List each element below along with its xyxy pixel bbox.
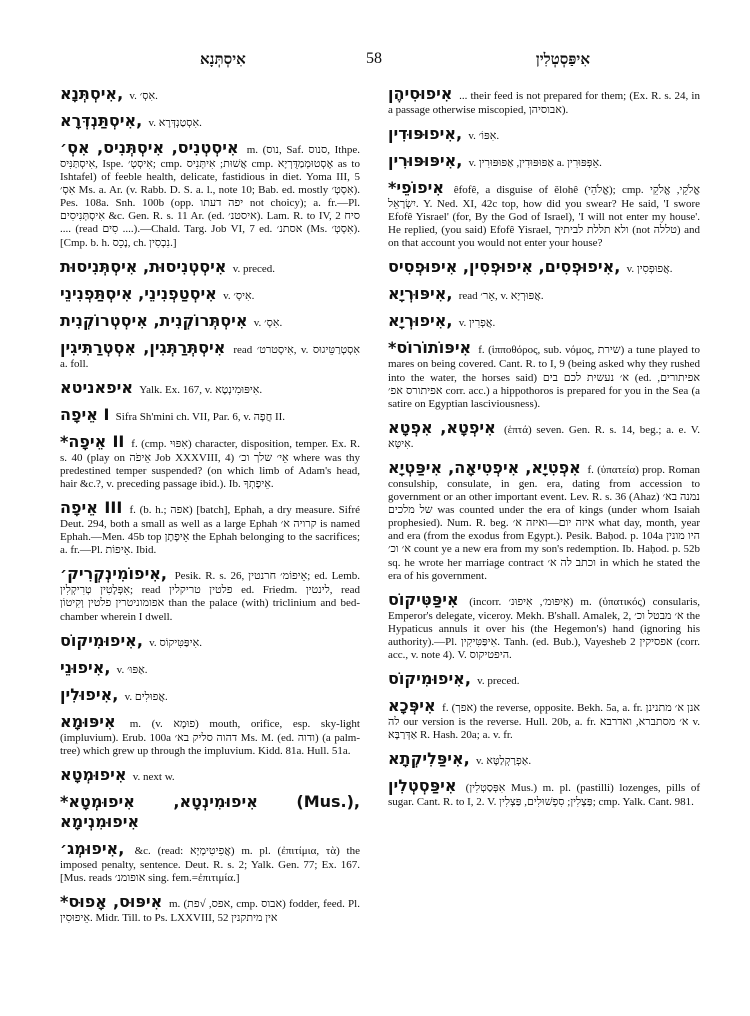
entry-headword: *אֵיפָה II	[60, 431, 125, 451]
dictionary-entry	[388, 178, 700, 250]
entry-definition: (אִפְּסַטְלִין Mus.) m. pl. (pastilli) lozenges, pills of sugar. Cant. R. to I, 2. V. פַּצְלִין; סִפְשׁוּלִים, פַּצְלִין; cmp. Yalk. Cant. 981.	[388, 782, 700, 809]
page-number: 58	[366, 50, 382, 67]
dictionary-entry	[60, 712, 360, 758]
dictionary-entry	[60, 658, 360, 678]
entry-headword: אִיפַּסְטְלִין	[388, 776, 457, 796]
entry-headword: אִיפוּפְסִים, אִיפוּפְסִין, אִיפוּפְסִיס,	[388, 257, 621, 277]
entry-headword: אִיפַּלִיקְתָא,	[388, 749, 470, 769]
running-head-right: אִיפַּסְטְלִין	[535, 50, 590, 68]
entry-headword: אִיפְטָא, אִפְטָא	[388, 417, 496, 437]
entry-headword: אִיסְתַּנְדְּרָא,	[60, 111, 143, 130]
entry-headword: איפאניטא	[60, 377, 134, 397]
dictionary-entry	[388, 311, 700, 331]
entry-headword: אִיפוֹמִינְקְרִיק׳,	[60, 564, 167, 584]
entry-definition: &c. (read: אֲפִיטִימְיָא) m. pl. (ἐπιτίμια, τὰ) the imposed penalty, sentence. Deut. R. s. 2; Yalk. Gen. 77; Ex. 167. [Mus. reads אופומנ׳ sing. fem.=ἐπιτιμία.]	[60, 844, 360, 884]
entry-headword: *אִיפּוֹתוֹרוֹס	[388, 338, 472, 358]
entry-headword: *אִיפּוּס, אָפוּס	[60, 891, 163, 911]
entry-headword: אִיפוּמִיקוֹס,	[60, 630, 143, 650]
entry-definition: v. אַפּוּפּוּדִין, אַפּוּפּוּרִין a. אֵפְּפּוּרִין.	[468, 157, 602, 170]
entry-definition: ... their feed is not prepared for them; (Ex. R. s. 24, in a passage otherwise miscopied, אבוסיהן).	[388, 90, 700, 116]
entry-definition: v. אִסְטַנְדְּרָא.	[148, 117, 202, 129]
entry-headword: אִיפוּנֵי,	[60, 657, 111, 677]
entry-headword: אִיפּוּרְיָא,	[388, 284, 453, 304]
dictionary-entry	[60, 685, 360, 705]
entry-headword: אִיפוּסִיהֶן	[388, 84, 453, 103]
entry-headword: אִיסְתְּרוֹקְנִית, אִיסְטְרוֹקְנִית	[60, 310, 248, 330]
entry-headword: אִיסְתְּרַתְּגִין, אִסְטְרַתִּיגִין	[60, 337, 226, 357]
entry-headword: *אִיפוּמִינְטָא, אִיפוּמְטָא (Mus.), אִיפוּמִנְימָא	[60, 791, 361, 831]
entry-definition: v. אַפְרַקְלַטָּא.	[475, 755, 532, 768]
dictionary-entry	[60, 432, 360, 491]
entry-definition: f. (ὑπατεία) prop. Roman consulship, consulate, in gen. era, dating from accession to government or an other important event. Lev. R. s. 36 (Ahaz) נמנה בא׳ של מלכים was counted under the era of kings (under whom Isaiah prophesied). Num. R. beg. איזה יום—ואיזה א׳ what day, month, year and era (from the exodus from Egypt.). Pesik. Baḥod. p. 104a היו מונין א׳ וכ׳ count ye a new era from my son's redemption. Ib. Haḥod. p. 52b sq. he wrote her marriage contract וכתב לה א׳ in which he stated the era of his government.	[388, 463, 701, 582]
entry-definition: Sifra Sh'mini ch. VII, Par. 6, v. חֲפָה II.	[115, 410, 286, 423]
dictionary-entry	[60, 257, 360, 277]
entry-headword: אֵיפָה I	[60, 404, 110, 424]
entry-definition: v. אֲפוּפְסִין.	[626, 263, 673, 276]
entry-definition: f. (b. h.; אפה) [batch], Ephah, a dry measure. Sifré Deut. 294, both a small as well as a large Ephah קרויה א׳ is named Ephah.—Men. 45b top אֵיפָתָן the Ephah belonging to the sacrifices; a. fr.—Pl. אֵיפוֹת. Ibid.	[60, 504, 360, 557]
entry-headword: אִיסְטְנִיסוּת, אִיסְתְּנִיסוּת	[60, 256, 227, 276]
entry-headword: אִיפּוּמָא	[60, 711, 116, 731]
entry-headword: אִפְטִיָא, אִיפְטִיאָה, אִיפַּטְיָא	[388, 457, 581, 477]
entry-definition: êfofê, a disguise of ĕlohê (אֱלֹהֵי); cmp. אֱלֹקֵי, אֱלֹקֵי יִשְׂרָאֵל. Y. Ned. XI, 42c top, how did you swear? He said, 'I swore Efofê Yisrael' (for, By the God of Israel), 'I will not enter my house'. He replied, (you said) Efofê Yisrael, ולא תללת לביתיך (not טללה) and on that account you would not enter your house?	[388, 184, 700, 250]
entry-definition: f. (ἱπποθόρος, sub. νόμος, שירת) a tune played to mares on being covered. Cant. R. to I, 9 (being asked why they rushed into the water, the horses said) א׳ נעשית לכם בים (ed. אפיתורים, אפיתורס אפ׳ corr. acc.) a hippothoros is prepared for you in the Sea (a satire on Egyptian lasciviousness).	[388, 344, 701, 410]
dictionary-entry	[388, 284, 700, 304]
entry-headword: אִיפוּמִיקוֹס,	[388, 669, 471, 689]
entry-headword: *אִיפוֹפֵי	[388, 178, 444, 198]
entry-definition: f. (cmp. אִפּוּי) character, disposition, temper. Ex. R. s. 40 (play on אֵיפֹה Job XXXVIII, 4) אֵי׳ שלך וכ׳ where was thy predestined temper suspended? (on which limb of Adam's head, hair &c.?, v. preceding passage ibid.). Ib. אֵיפָתְךָ.	[60, 437, 361, 490]
entry-definition: v. אַפּוּ׳.	[116, 663, 148, 676]
dictionary-entry	[60, 792, 360, 832]
dictionary-entry	[60, 84, 360, 104]
entry-headword: אִיפוּמְטָא	[60, 764, 127, 784]
dictionary-entry	[60, 892, 360, 925]
entry-definition: m. (v. פוּמָא) mouth, orifice, esp. sky-light (impluvium). Erub. 100a דהוה סליק בא׳ Ms. M. (ed. ודוה) (a palm-tree) which grew up through the impluvium. Kidd. 81a. Hull. 51a.	[60, 717, 360, 757]
entry-headword: אִיפוּרְיָא,	[388, 311, 453, 331]
entry-definition: Yalk. Ex. 167, v. אִיפּוּמִינְטָא.	[139, 383, 263, 396]
entry-definition: v. אִיסְ׳.	[223, 289, 255, 302]
dictionary-entry	[60, 378, 360, 398]
dictionary-entry	[60, 284, 360, 304]
entry-definition: read אָר׳, v. אֲפּוּרְיָא.	[458, 290, 544, 303]
entry-headword: אִיפּוּפּוּרִין,	[388, 151, 463, 171]
dictionary-entry	[388, 418, 700, 451]
entry-definition: v. אֲפְרִין.	[458, 317, 496, 330]
entry-headword: אִיסְתְּנָא,	[60, 84, 124, 103]
dictionary-entry	[388, 590, 700, 662]
left-column	[60, 84, 360, 932]
dictionary-entry	[388, 84, 700, 117]
dictionary-entry	[60, 111, 360, 131]
dictionary-entry	[388, 257, 700, 277]
dictionary-entry	[388, 749, 700, 769]
entry-definition: f. (אפך) the reverse, opposite. Bekh. 5a, a. fr. אנן א׳ מתנינן לה our version is the reverse. Hull. 20b, a. fr. א׳ מסתברא, ואדרבא v. אַדְּרַבָּא R. Hash. 20a; a. v. fr.	[388, 702, 701, 742]
dictionary-entry	[60, 338, 360, 371]
dictionary-entry	[388, 776, 700, 809]
entry-definition: read אִיסְטרט׳, v. אִסְטְרַטֵּיגוּס a. foll.	[60, 343, 360, 370]
dictionary-entry	[60, 405, 360, 425]
running-head-left: אִיסְתְּנָא	[200, 50, 246, 68]
entry-headword: אִיסְטַפְנִינֵי, אִיסְתַּפְנִינֵי	[60, 283, 217, 303]
entry-headword: אִיפְּכָא	[388, 696, 436, 716]
entry-definition: v. אִיפַּטִּיקוֹס.	[149, 636, 202, 649]
entry-definition: v. אִסְ׳.	[253, 316, 283, 329]
entry-definition: v. אִפּוֹ׳.	[468, 130, 500, 143]
dictionary-entry	[60, 138, 360, 250]
entry-headword: אִיפוּלִין,	[60, 684, 119, 704]
dictionary-entry	[60, 564, 360, 623]
entry-headword: אִיפַּטִּיקוֹס	[388, 589, 459, 609]
dictionary-entry	[388, 338, 700, 410]
entry-headword: אִיפוּמְג׳,	[60, 838, 125, 858]
entry-definition: v. preced.	[477, 675, 520, 688]
right-column	[388, 84, 700, 816]
dictionary-entry	[60, 311, 360, 331]
entry-definition: v. next w.	[132, 770, 175, 783]
dictionary-entry	[388, 124, 700, 144]
entry-definition: v. preced.	[232, 262, 276, 275]
entry-definition: m. (אפס, √פת, cmp. אבוס) fodder, feed. Pl. אֵיפוּסִין. Midr. Till. to Ps. LXXVIII, 52 אין מיתקנין	[60, 897, 360, 924]
entry-definition: m. (נוס, Saf. סנוס, Ithpe. אִיסְתַּנִּיס, Ispe. אִיסְטְ׳; cmp. אֲשׁוּת; אִיתְּנִיס cmp. אֶסְטוּמְמַדֻּרְיָא as to Ishtafel) of feeble health, delicate, fastidious in diet. Yoma III, 5 אִסְ׳ Ms. a. Ar. (v. Rabb. D. S. a. l., note 10; Bab. ed. mostly אִסְטְ׳). Pes. 108a. Snh. 100b (opp. יפה דעתו not choicy); a. fr.—Pl. אִיסְתְּנִיסִים &c. Gen. R. s. 11 Ar. (ed. איסטנ׳). Lam. R. to IV, 2 סיח .... (read סִים ....).—Chald. Targ. Job VI, 7 ed. אסתנ׳ (Ms. אִסְטְ׳). [Cmp. b. h. נָכֵס, ch. נִכְסִין.]	[60, 144, 361, 249]
entry-headword: אִיסְטְנִיס, אִיסְתְּנִיס, אִסְ׳	[60, 138, 239, 157]
entry-definition: v. אִסְ׳.	[129, 90, 158, 102]
entry-definition: (ἑπτά) seven. Gen. R. s. 14, beg.; a. e. V. אִיטְּא.	[388, 423, 701, 450]
dictionary-entry	[388, 696, 700, 742]
entry-headword: אִיפוּפּוּדִין,	[388, 124, 463, 144]
entry-definition: Pesik. R. s. 26, אֵיפוֹמ׳ חרנטין; ed. Lemb. אִפְּלָטִין טְרִיקְלִין; read פלטין טריקלין ed. Friedm. לינטין, read אפומוניטרין פלטין וְקִיטוֹן than the palace (with) triclinium and bed-chamber wherein I dwell.	[60, 570, 361, 623]
dictionary-entry	[388, 151, 700, 171]
dictionary-entry	[388, 458, 700, 583]
entry-headword: אֵיפָה III	[60, 498, 123, 518]
dictionary-entry	[388, 669, 700, 689]
entry-definition: (incorr. אִיפּוּמ׳, אִיפוּנ׳) m. (ὑπατικός) consularis, Emperor's delegate, viceroy. Mekh. B'shall. Amalek, 2, א׳ מבטל וכ׳ the Hypaticus annuls it over his (the Hegemon's) hand (ignoring his authority).—Pl. אִיפַּטִּיקִין. Tanh. (ed. Bub.), Vayesheb 2 אפסיקין (corr. acc., v. note 4). V. היפטיקוס.	[388, 595, 700, 661]
dictionary-entry	[60, 498, 360, 557]
entry-definition: v. אֲפוּלִים.	[124, 690, 168, 703]
dictionary-entry	[60, 631, 360, 651]
dictionary-entry	[60, 839, 360, 885]
dictionary-entry	[60, 765, 360, 785]
